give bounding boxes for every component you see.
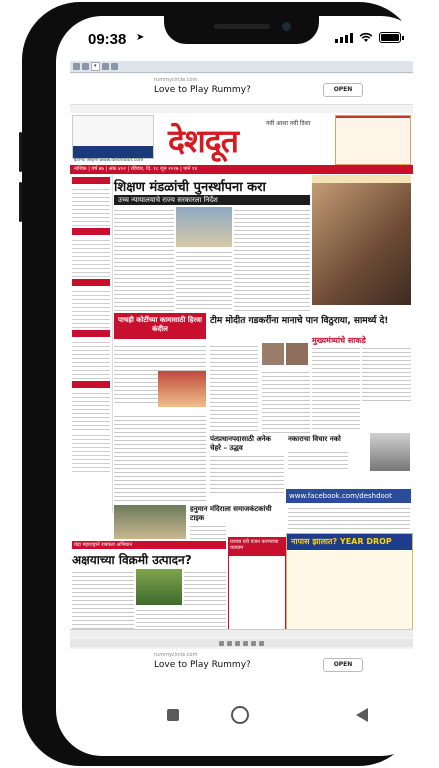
article-photo <box>176 207 232 247</box>
volume-button <box>19 132 22 172</box>
epaper-viewer[interactable] <box>70 61 413 676</box>
newspaper-tagline: नवी आशा नवी दिशा <box>266 120 311 127</box>
speaker <box>214 24 270 29</box>
viewer-toolbar <box>70 61 413 73</box>
article-text <box>288 449 348 471</box>
ad-title: Love to Play Rummy? <box>154 660 251 670</box>
article-photo <box>158 371 206 407</box>
ad-open-button[interactable]: OPEN <box>323 83 363 97</box>
article-photo <box>136 569 182 605</box>
ad-banner-top[interactable] <box>70 74 413 105</box>
phone-screen <box>56 16 427 756</box>
newspaper-page[interactable] <box>70 113 413 637</box>
article-photo <box>370 433 410 471</box>
status-icons <box>335 32 401 43</box>
ad-url: rummycircle.com <box>154 652 198 658</box>
article-text <box>72 569 134 629</box>
ad-url: rummycircle.com <box>154 77 198 83</box>
education-ad-title: नापास झालात? YEAR DROP <box>287 534 412 550</box>
gym-ad-title: घरच्या घरी वजन करण्याचा व्यायाम <box>229 538 285 556</box>
ad-banner-bottom[interactable] <box>70 649 413 676</box>
front-camera <box>282 22 291 31</box>
box-headline-1[interactable]: पंतप्रधानपदासाठी अनेक चेहरे – उद्धव <box>210 435 271 452</box>
box-headline-2[interactable]: नकाराचा विचार नको <box>288 435 341 443</box>
article-photo <box>114 505 186 539</box>
dateline: नाशिक | वर्ष ४७ | अंक ४०२ | रविवार, दि. १८ जून २०१७ | पाने १४ <box>70 165 413 174</box>
left-index-column <box>70 175 113 513</box>
phone-frame <box>22 2 417 766</box>
zoom-in-icon[interactable] <box>243 641 248 646</box>
photo-feature-caption <box>312 175 411 183</box>
gym-ad[interactable] <box>228 537 286 633</box>
zoom-icon[interactable] <box>82 63 89 70</box>
menu-icon[interactable] <box>73 63 80 70</box>
internet-edition-line: इंटरनेट आवृत्ती www.deshdoot.com <box>74 158 144 163</box>
wifi-icon <box>359 32 373 43</box>
second-headline[interactable]: टीम मोदीत गडकरींना मानाचे पान विठुराया, सामर्थ्य दे! <box>210 316 389 326</box>
volume-button <box>19 182 22 222</box>
photo-feature[interactable] <box>312 175 411 305</box>
recent-apps-icon[interactable] <box>167 709 179 721</box>
location-arrow-icon: ➤ <box>136 32 145 43</box>
highlight-box[interactable]: पाचही कोटींच्या कामासाठी हिरवा कंदील <box>114 313 206 339</box>
article-text <box>234 207 310 311</box>
next-page-icon[interactable] <box>251 641 256 646</box>
first-page-icon[interactable] <box>219 641 224 646</box>
article-text <box>114 207 174 311</box>
article-text <box>288 505 410 531</box>
home-icon[interactable] <box>231 706 249 724</box>
last-page-icon[interactable] <box>259 641 264 646</box>
article-text <box>312 345 360 431</box>
battery-icon <box>379 32 401 43</box>
article-text <box>210 453 284 493</box>
edition-select[interactable]: ▾ <box>91 62 100 71</box>
article-text <box>114 413 206 503</box>
notch <box>164 16 319 44</box>
article-text <box>136 607 226 629</box>
share-icon[interactable] <box>111 63 118 70</box>
bottom-strip-head: यंदा महाराष्ट्राने राबवला अभियान <box>72 541 226 549</box>
main-headline[interactable]: शिक्षण मंडळांची पुनर्स्थापना करा <box>114 180 266 195</box>
page-footer-strip <box>70 629 413 637</box>
box-headline-3[interactable]: हनुमान मंदिराला समाजकंटकांची टाइक <box>190 505 272 522</box>
newspaper-logo: देशदूत <box>168 122 238 160</box>
article-text <box>176 249 232 311</box>
facebook-bar[interactable]: www.facebook.com/deshdoot <box>286 489 411 503</box>
viewer-page-controls <box>70 639 413 647</box>
ad-title: Love to Play Rummy? <box>154 85 251 95</box>
article-photo <box>286 343 308 365</box>
back-icon[interactable] <box>356 708 368 722</box>
article-text <box>190 523 226 539</box>
android-nav-bar <box>56 688 427 740</box>
article-photo <box>262 343 284 365</box>
status-time: 09:38 <box>88 31 127 48</box>
article-text <box>210 343 258 433</box>
education-ad[interactable] <box>286 533 413 633</box>
masthead-left-ad <box>72 115 154 159</box>
signal-icon <box>335 32 353 43</box>
zoom-out-icon[interactable] <box>235 641 240 646</box>
ad-open-button[interactable]: OPEN <box>323 658 363 672</box>
page-icon[interactable] <box>102 63 109 70</box>
bottom-headline[interactable]: अक्षयाच्या विक्रमी उत्पादन? <box>72 553 192 567</box>
masthead-right-header <box>336 116 410 118</box>
second-subhead: मुख्यमंत्र्यांचे साकडे <box>312 336 366 345</box>
article-text <box>362 345 411 403</box>
main-subhead: उच्च न्यायालयाचे राज्य सरकारला निर्देश <box>114 195 310 205</box>
prev-page-icon[interactable] <box>227 641 232 646</box>
article-text <box>262 369 310 433</box>
article-text <box>184 569 226 605</box>
